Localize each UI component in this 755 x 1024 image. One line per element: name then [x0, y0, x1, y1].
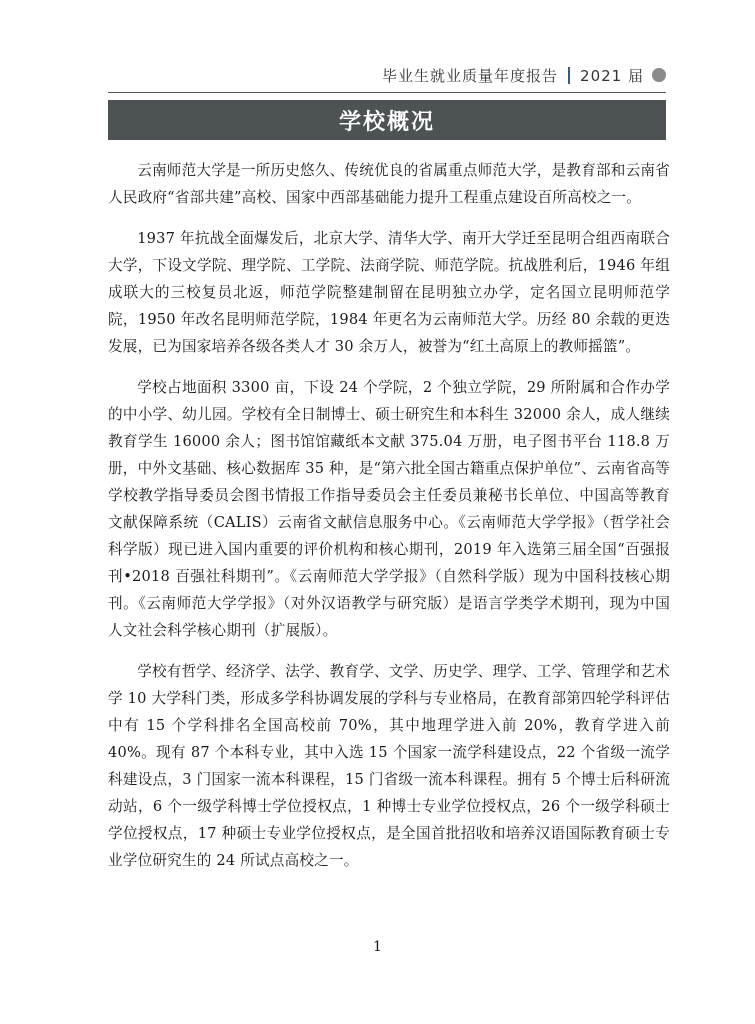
paragraph: 学校占地面积 3300 亩，下设 24 个学院，2 个独立学院，29 所附属和合作办学的中小学、幼儿园。学校有全日制博士、硕士研究生和本科生 32000 余人，成人继续教育学生 16000 余人；图书馆馆藏纸本文献 375.04 万册，电子图书平台 118.8 万册，中外文基础、核心数据库 35 种，是“第六批全国古籍重点保护单位”、云南省高等学校教学指导委员会图书情报工作指导委员会主任委员兼秘书长单位、中国高等教育文献保障系统（CALIS）云南省文献信息服务中心。《云南师范大学学报》（哲学社会科学版）现已进入国内重要的评价机构和核心期刊，2019 年入选第三届全国“百强报刊•2018 百强社科期刊”。《云南师范大学学报》（自然科学版）现为中国科技核心期刊。《云南师范大学学报》（对外汉语教学与研究版）是语言学类学术期刊，现为中国人文社会科学核心期刊（扩展版）。 [108, 379, 670, 639]
paragraph: 学校有哲学、经济学、法学、教育学、文学、历史学、理学、工学、管理学和艺术学 10 大学科门类，形成多学科协调发展的学科与专业格局，在教育部第四轮学科评估中有 15 个学科排名全国高校前 70%，其中地理学进入前 20%，教育学进入前 40%。现有 87 个本科专业，其中入选 15 个国家一流学科建设点，22 个省级一流学科建设点，3 门国家一流本科课程，15 门省级一流本科课程。拥有 5 个博士后科研流动站，6 个一级学科博士学位授权点，1 种博士专业学位授权点，26 个一级学科硕士学位授权点，17 种硕士专业学位授权点，是全国首批招收和培养汉语国际教育硕士专业学位研究生的 24 所试点高校之一。 [108, 663, 670, 869]
report-title: 毕业生就业质量年度报告 [382, 66, 559, 85]
header-rule [108, 92, 666, 93]
header-separator [568, 67, 570, 84]
paragraph: 云南师范大学是一所历史悠久、传统优良的省属重点师范大学，是教育部和云南省人民政府“省部共建”高校、国家中西部基础能力提升工程重点建设百所高校之一。 [108, 162, 670, 206]
header-dot-icon [652, 68, 666, 82]
section-title: 学校概况 [338, 109, 435, 135]
year-label: 2021 届 [580, 66, 644, 85]
page-number: 1 [373, 939, 382, 955]
paragraph: 1937 年抗战全面爆发后，北京大学、清华大学、南开大学迁至昆明合组西南联合大学，下设文学院、理学院、工学院、法商学院、师范学院。抗战胜利后，1946 年组成联大的三校复员北返，师范学院整建制留在昆明独立办学，定名国立昆明师范学院，1950 年改名昆明师范学院，1984 年更名为云南师范大学。历经 80 余载的更迭发展，已为国家培养各级各类人才 30 余万人，被誉为“红土高原上的教师摇篮”。 [108, 230, 670, 355]
body-text [108, 157, 670, 888]
page-header [108, 62, 666, 88]
section-banner [108, 100, 666, 140]
